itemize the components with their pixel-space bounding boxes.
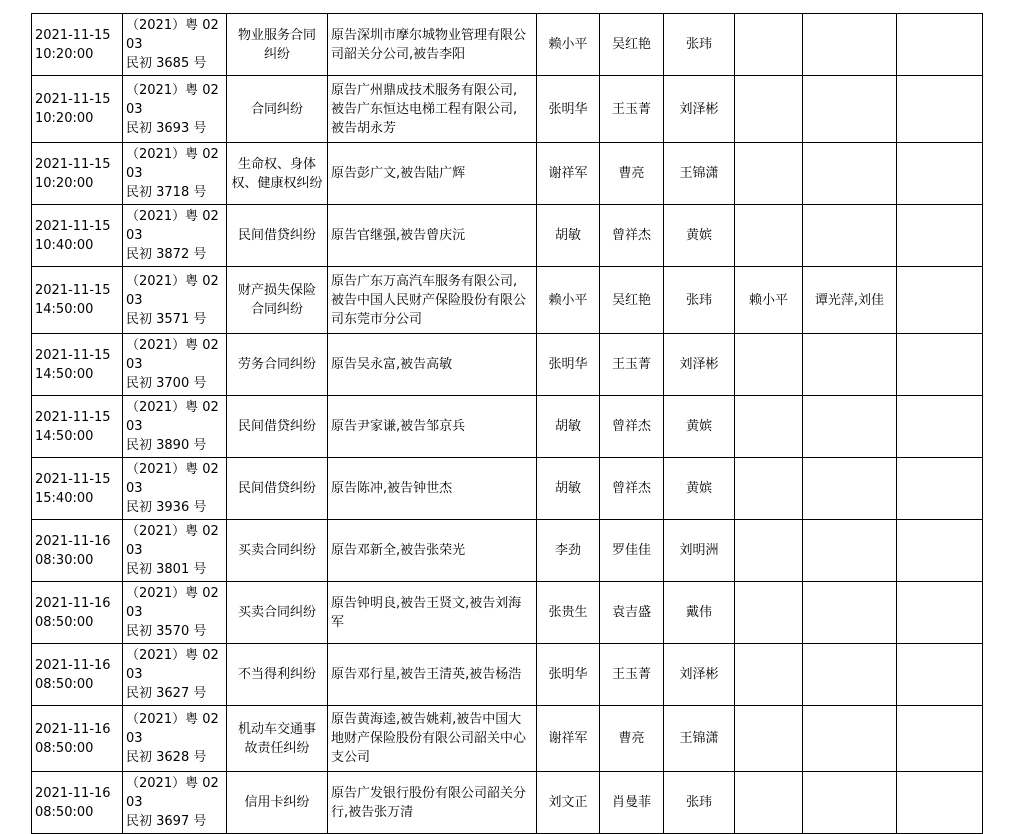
hearing-time-cell: [32, 644, 123, 706]
cause-line: 物业服务合同: [237, 27, 316, 43]
extra-cell: [897, 458, 983, 520]
extra-cell: [735, 582, 803, 644]
extra-cell: [897, 582, 983, 644]
extra-cell: [735, 644, 803, 706]
table-body: [32, 14, 983, 834]
case-number-line: 民初 3628 号: [126, 750, 207, 765]
parties-cell: [328, 582, 537, 644]
case-number-cell: [123, 520, 227, 582]
case-number-line: （2021）粤 0203: [126, 712, 219, 746]
extra-cell: [897, 396, 983, 458]
case-number-cell: [123, 644, 227, 706]
presiding-judge-cell: 谢祥军: [537, 143, 600, 205]
table-row: [32, 520, 983, 582]
hearing-time-cell: [32, 76, 123, 143]
hearing-time-cell: [32, 706, 123, 772]
hearing-time-cell: [32, 267, 123, 334]
case-number-cell: [123, 76, 227, 143]
hearing-date: 2021-11-15: [35, 471, 111, 487]
extra-cell: 谭光萍,刘佳: [803, 267, 897, 334]
case-number-line: （2021）粤 0203: [126, 147, 219, 181]
extra-cell: [735, 334, 803, 396]
hearing-date: 2021-11-15: [35, 347, 111, 363]
extra-cell: [803, 14, 897, 76]
case-number-line: 民初 3627 号: [126, 686, 207, 701]
parties-line: 原告邓新全,被告张荣光: [331, 543, 466, 558]
case-number-line: 民初 3685 号: [126, 56, 207, 71]
cause-line: 不当得利纠纷: [237, 667, 316, 682]
cause-line: 机动车交通事: [237, 721, 316, 737]
presiding-judge-cell: 张明华: [537, 334, 600, 396]
case-number-cell: [123, 334, 227, 396]
extra-cell: [803, 772, 897, 834]
case-number-line: （2021）粤 0203: [126, 648, 219, 682]
hearing-clock: 08:50:00: [35, 740, 94, 756]
parties-line: 支公司: [331, 750, 371, 765]
cause-cell: [227, 582, 328, 644]
parties-line: 地财产保险股份有限公司韶关中心: [331, 731, 527, 746]
parties-line: 原告黄海逵,被告姚莉,被告中国大: [331, 712, 522, 727]
hearing-date: 2021-11-15: [35, 409, 111, 425]
presiding-judge-cell: 胡敏: [537, 396, 600, 458]
table-row: [32, 76, 983, 143]
case-number-cell: [123, 205, 227, 267]
table-row: [32, 458, 983, 520]
extra-cell: [803, 396, 897, 458]
extra-cell: [735, 520, 803, 582]
cause-line: 合同纠纷: [250, 101, 303, 117]
parties-cell: [328, 76, 537, 143]
clerk-cell: 张玮: [664, 14, 735, 76]
cause-cell: [227, 334, 328, 396]
extra-cell: [803, 334, 897, 396]
table-row: [32, 706, 983, 772]
parties-cell: [328, 205, 537, 267]
hearing-time-cell: [32, 205, 123, 267]
panel-member-cell: 肖曼菲: [600, 772, 664, 834]
parties-cell: [328, 396, 537, 458]
hearing-date: 2021-11-15: [35, 92, 111, 107]
parties-line: 原告陈冲,被告钟世杰: [331, 481, 453, 496]
case-number-line: （2021）粤 0203: [126, 524, 219, 558]
table-row: [32, 205, 983, 267]
hearing-time-cell: [32, 396, 123, 458]
panel-member-cell: 王玉菁: [600, 334, 664, 396]
extra-cell: [735, 76, 803, 143]
parties-cell: [328, 458, 537, 520]
cause-line: 劳务合同纠纷: [237, 357, 316, 372]
parties-line: 原告广州鼎成技术服务有限公司,: [331, 82, 518, 98]
case-number-line: （2021）粤 0203: [126, 209, 219, 243]
extra-cell: 赖小平: [735, 267, 803, 334]
table-row: [32, 334, 983, 396]
extra-cell: [803, 582, 897, 644]
case-number-line: （2021）粤 0203: [126, 18, 219, 52]
extra-cell: [735, 205, 803, 267]
case-number-line: （2021）粤 0203: [126, 338, 219, 372]
cause-line: 买卖合同纠纷: [237, 543, 316, 558]
extra-cell: [735, 14, 803, 76]
cause-line: 故责任纠纷: [244, 740, 310, 756]
cause-cell: [227, 396, 328, 458]
hearing-date: 2021-11-16: [35, 657, 111, 673]
cause-cell: [227, 706, 328, 772]
case-number-line: 民初 3936 号: [126, 500, 207, 515]
hearing-clock: 08:50:00: [35, 676, 94, 692]
hearing-clock: 14:50:00: [35, 428, 94, 444]
panel-member-cell: 王玉菁: [600, 644, 664, 706]
extra-cell: [735, 396, 803, 458]
cause-line: 民间借贷纠纷: [237, 228, 316, 243]
presiding-judge-cell: 赖小平: [537, 14, 600, 76]
presiding-judge-cell: 胡敏: [537, 205, 600, 267]
extra-cell: [897, 772, 983, 834]
parties-line: 军: [331, 614, 345, 630]
hearing-clock: 10:20:00: [35, 46, 94, 62]
clerk-cell: 刘泽彬: [664, 334, 735, 396]
cause-line: 权、健康权纠纷: [231, 175, 323, 191]
hearing-clock: 08:50:00: [35, 804, 94, 820]
hearing-time-cell: [32, 582, 123, 644]
panel-member-cell: 曹亮: [600, 706, 664, 772]
case-number-line: 民初 3718 号: [126, 185, 207, 200]
cause-line: 买卖合同纠纷: [237, 605, 316, 620]
extra-cell: [735, 458, 803, 520]
clerk-cell: 刘明洲: [664, 520, 735, 582]
extra-cell: [897, 520, 983, 582]
case-number-cell: [123, 706, 227, 772]
case-number-line: 民初 3697 号: [126, 814, 207, 829]
parties-cell: [328, 14, 537, 76]
cause-line: 合同纠纷: [250, 302, 303, 317]
case-number-line: （2021）粤 0203: [126, 273, 219, 308]
hearing-clock: 10:20:00: [35, 175, 94, 191]
case-number-cell: [123, 396, 227, 458]
extra-cell: [897, 205, 983, 267]
cause-cell: [227, 267, 328, 334]
clerk-cell: 刘泽彬: [664, 76, 735, 143]
case-number-line: 民初 3801 号: [126, 562, 207, 577]
extra-cell: [735, 772, 803, 834]
parties-line: 原告吴永富,被告高敏: [331, 357, 453, 372]
cause-line: 财产损失保险: [237, 283, 316, 298]
cause-cell: [227, 143, 328, 205]
case-number-line: 民初 3700 号: [126, 376, 207, 391]
parties-line: 原告官继强,被告曾庆沅: [331, 228, 466, 243]
extra-cell: [897, 14, 983, 76]
panel-member-cell: 曾祥杰: [600, 458, 664, 520]
clerk-cell: 王锦潇: [664, 143, 735, 205]
case-number-line: 民初 3693 号: [126, 120, 207, 136]
hearing-time-cell: [32, 520, 123, 582]
extra-cell: [803, 458, 897, 520]
parties-line: 原告尹家谦,被告邹京兵: [331, 419, 466, 434]
parties-line: 司韶关分公司,被告李阳: [331, 46, 466, 62]
cause-line: 纠纷: [263, 46, 290, 62]
presiding-judge-cell: 李劲: [537, 520, 600, 582]
cause-cell: [227, 76, 328, 143]
parties-cell: [328, 644, 537, 706]
case-number-cell: [123, 14, 227, 76]
cause-cell: [227, 205, 328, 267]
case-number-line: 民初 3570 号: [126, 624, 207, 639]
cause-line: 信用卡纠纷: [244, 795, 310, 810]
parties-line: 原告钟明良,被告王贤文,被告刘海: [331, 595, 522, 611]
case-number-line: （2021）粤 0203: [126, 776, 219, 810]
case-number-cell: [123, 267, 227, 334]
extra-cell: [803, 76, 897, 143]
hearing-clock: 14:50:00: [35, 366, 94, 382]
clerk-cell: 黄嫔: [664, 458, 735, 520]
hearing-date: 2021-11-15: [35, 156, 111, 172]
parties-cell: [328, 706, 537, 772]
clerk-cell: 张玮: [664, 267, 735, 334]
case-number-line: （2021）粤 0203: [126, 462, 219, 496]
extra-cell: [897, 334, 983, 396]
parties-line: 司东莞市分公司: [331, 311, 423, 327]
hearing-clock: 10:40:00: [35, 237, 94, 253]
cause-line: 民间借贷纠纷: [237, 419, 316, 434]
clerk-cell: 黄嫔: [664, 396, 735, 458]
table-row: [32, 772, 983, 834]
parties-line: 被告胡永芳: [331, 120, 397, 136]
cause-cell: [227, 14, 328, 76]
cause-line: 生命权、身体: [237, 156, 316, 172]
case-number-line: （2021）粤 0203: [126, 586, 219, 620]
hearing-clock: 10:20:00: [35, 111, 94, 126]
presiding-judge-cell: 张明华: [537, 76, 600, 143]
extra-cell: [803, 520, 897, 582]
panel-member-cell: 吴红艳: [600, 267, 664, 334]
hearing-date: 2021-11-15: [35, 27, 111, 43]
hearing-clock: 15:40:00: [35, 490, 94, 506]
presiding-judge-cell: 胡敏: [537, 458, 600, 520]
cause-cell: [227, 458, 328, 520]
extra-cell: [897, 143, 983, 205]
case-number-line: 民初 3872 号: [126, 247, 207, 262]
table-row: [32, 582, 983, 644]
parties-cell: [328, 520, 537, 582]
parties-line: 原告彭广文,被告陆广辉: [331, 166, 466, 181]
extra-cell: [735, 706, 803, 772]
presiding-judge-cell: 谢祥军: [537, 706, 600, 772]
parties-line: 原告广发银行股份有限公司韶关分: [331, 785, 527, 801]
clerk-cell: 戴伟: [664, 582, 735, 644]
hearing-time-cell: [32, 14, 123, 76]
presiding-judge-cell: 张明华: [537, 644, 600, 706]
case-number-line: （2021）粤 0203: [126, 82, 219, 117]
extra-cell: [803, 644, 897, 706]
case-number-cell: [123, 772, 227, 834]
panel-member-cell: 罗佳佳: [600, 520, 664, 582]
cause-line: 民间借贷纠纷: [237, 481, 316, 496]
hearing-clock: 08:50:00: [35, 614, 94, 630]
panel-member-cell: 袁吉盛: [600, 582, 664, 644]
case-number-line: （2021）粤 0203: [126, 400, 219, 434]
parties-cell: [328, 267, 537, 334]
presiding-judge-cell: 赖小平: [537, 267, 600, 334]
case-number-cell: [123, 143, 227, 205]
hearing-time-cell: [32, 458, 123, 520]
extra-cell: [803, 706, 897, 772]
hearing-clock: 14:50:00: [35, 302, 94, 317]
table-row: [32, 143, 983, 205]
parties-line: 原告邓行星,被告王清英,被告杨浩: [331, 667, 522, 682]
hearing-time-cell: [32, 772, 123, 834]
extra-cell: [897, 644, 983, 706]
parties-cell: [328, 772, 537, 834]
panel-member-cell: 曾祥杰: [600, 396, 664, 458]
extra-cell: [803, 143, 897, 205]
clerk-cell: 黄嫔: [664, 205, 735, 267]
hearing-time-cell: [32, 143, 123, 205]
cause-cell: [227, 644, 328, 706]
extra-cell: [803, 205, 897, 267]
extra-cell: [897, 267, 983, 334]
extra-cell: [897, 706, 983, 772]
hearing-date: 2021-11-16: [35, 533, 111, 549]
hearing-date: 2021-11-15: [35, 218, 111, 234]
clerk-cell: 刘泽彬: [664, 644, 735, 706]
cause-cell: [227, 772, 328, 834]
hearing-date: 2021-11-16: [35, 595, 111, 611]
clerk-cell: 张玮: [664, 772, 735, 834]
panel-member-cell: 吴红艳: [600, 14, 664, 76]
panel-member-cell: 曹亮: [600, 143, 664, 205]
extra-cell: [735, 143, 803, 205]
hearing-date: 2021-11-15: [35, 283, 111, 298]
hearing-date: 2021-11-16: [35, 785, 111, 801]
hearing-date: 2021-11-16: [35, 721, 111, 737]
presiding-judge-cell: 刘文正: [537, 772, 600, 834]
case-number-line: 民初 3571 号: [126, 311, 207, 327]
presiding-judge-cell: 张贵生: [537, 582, 600, 644]
parties-line: 原告深圳市摩尔城物业管理有限公: [331, 27, 527, 43]
case-number-cell: [123, 582, 227, 644]
panel-member-cell: 王玉菁: [600, 76, 664, 143]
parties-line: 被告广东恒达电梯工程有限公司,: [331, 101, 518, 117]
table-row: [32, 644, 983, 706]
panel-member-cell: 曾祥杰: [600, 205, 664, 267]
parties-line: 被告中国人民财产保险股份有限公: [331, 292, 527, 308]
parties-cell: [328, 334, 537, 396]
parties-cell: [328, 143, 537, 205]
parties-line: 原告广东万高汽车服务有限公司,: [331, 273, 518, 289]
table-row: [32, 267, 983, 334]
case-number-cell: [123, 458, 227, 520]
clerk-cell: 王锦潇: [664, 706, 735, 772]
case-number-line: 民初 3890 号: [126, 438, 207, 453]
extra-cell: [897, 76, 983, 143]
parties-line: 行,被告张万清: [331, 804, 414, 820]
table-row: [32, 14, 983, 76]
hearing-time-cell: [32, 334, 123, 396]
hearing-clock: 08:30:00: [35, 552, 94, 568]
cause-cell: [227, 520, 328, 582]
table-row: [32, 396, 983, 458]
hearing-schedule-table: [31, 13, 983, 834]
